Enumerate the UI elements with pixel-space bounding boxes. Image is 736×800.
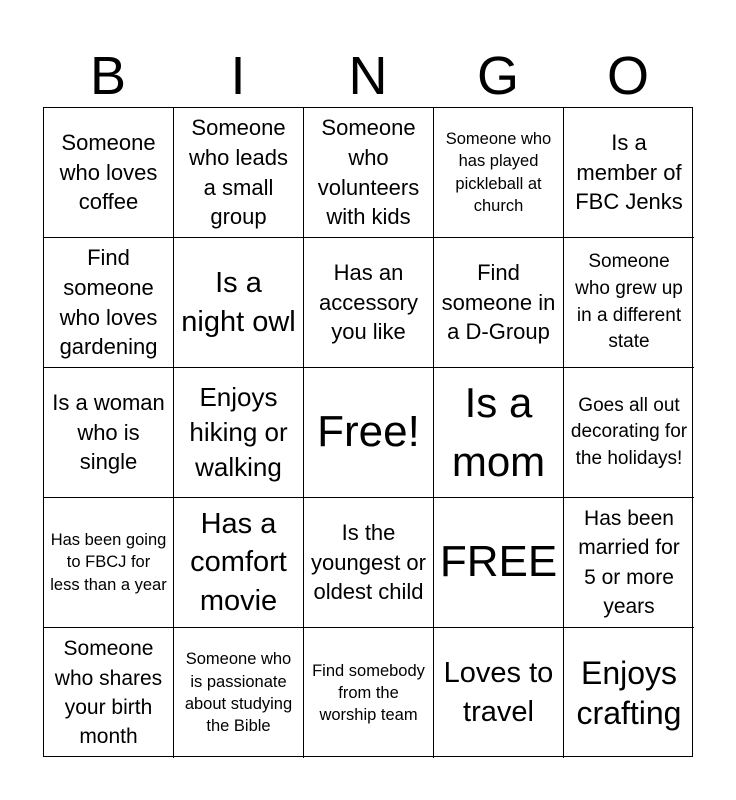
bingo-cell[interactable] (174, 498, 304, 628)
bingo-cell[interactable] (564, 368, 694, 498)
bingo-cell[interactable] (564, 498, 694, 628)
cell-text: FREE (439, 537, 558, 587)
bingo-cell-free[interactable] (434, 498, 564, 628)
bingo-cell[interactable] (564, 238, 694, 368)
cell-text: Has an accessory you like (318, 259, 419, 345)
bingo-cell[interactable] (44, 368, 174, 498)
bingo-cell[interactable] (434, 368, 564, 498)
header-letter-o: O (606, 46, 649, 106)
bingo-cell[interactable] (174, 368, 304, 498)
cell-text: Someone who grew up in a different state (575, 251, 683, 353)
cell-text: Goes all out decorating for the holidays! (570, 394, 688, 469)
cell-text: Is a woman who is single (52, 389, 165, 475)
bingo-cell[interactable] (174, 628, 304, 758)
bingo-header (43, 44, 693, 108)
bingo-cell[interactable] (174, 238, 304, 368)
bingo-cell[interactable] (434, 628, 564, 758)
bingo-cell[interactable] (564, 108, 694, 238)
cell-text: Someone who leads a small group (188, 115, 289, 230)
cell-text: Has a comfort movie (190, 507, 287, 617)
bingo-cell[interactable] (304, 628, 434, 758)
bingo-cell[interactable] (44, 628, 174, 758)
bingo-cell[interactable] (304, 238, 434, 368)
cell-text: Is the youngest or oldest child (311, 519, 426, 605)
cell-text: Someone who loves coffee (59, 129, 158, 215)
bingo-board (43, 107, 693, 757)
header-letter-g: G (476, 46, 519, 106)
cell-text: Loves to travel (443, 657, 554, 728)
cell-text: Has been married for 5 or more years (578, 506, 680, 618)
cell-text: Is a mom (451, 378, 546, 485)
cell-text: Someone who has played pickleball at church (445, 129, 552, 215)
bingo-cell[interactable] (44, 498, 174, 628)
bingo-cell[interactable] (304, 498, 434, 628)
header-letter-i: I (230, 46, 246, 106)
bingo-cell[interactable] (434, 238, 564, 368)
cell-text: Enjoys crafting (576, 655, 682, 731)
header-letter-b: B (89, 46, 127, 106)
cell-text: Find someone who loves gardening (59, 245, 158, 360)
bingo-cell-free[interactable] (304, 368, 434, 498)
bingo-cell[interactable] (434, 108, 564, 238)
bingo-cell[interactable] (44, 108, 174, 238)
cell-text: Someone who is passionate about studying the Bible (184, 650, 293, 736)
cell-text: Someone who shares your birth month (54, 637, 163, 749)
bingo-cell[interactable] (564, 628, 694, 758)
cell-text: Find somebody from the worship team (312, 661, 425, 725)
cell-text: Someone who volunteers with kids (317, 115, 420, 230)
cell-text: Free! (317, 407, 420, 457)
cell-text: Is a member of FBC Jenks (575, 129, 683, 215)
bingo-cell[interactable] (174, 108, 304, 238)
bingo-cell[interactable] (304, 108, 434, 238)
bingo-cell[interactable] (44, 238, 174, 368)
cell-text: Has been going to FBCJ for less than a year (50, 531, 167, 594)
header-letter-n: N (348, 46, 388, 106)
cell-text: Is a night owl (181, 266, 296, 338)
cell-text: Enjoys hiking or walking (189, 381, 288, 483)
cell-text: Find someone in a D-Group (441, 259, 556, 345)
